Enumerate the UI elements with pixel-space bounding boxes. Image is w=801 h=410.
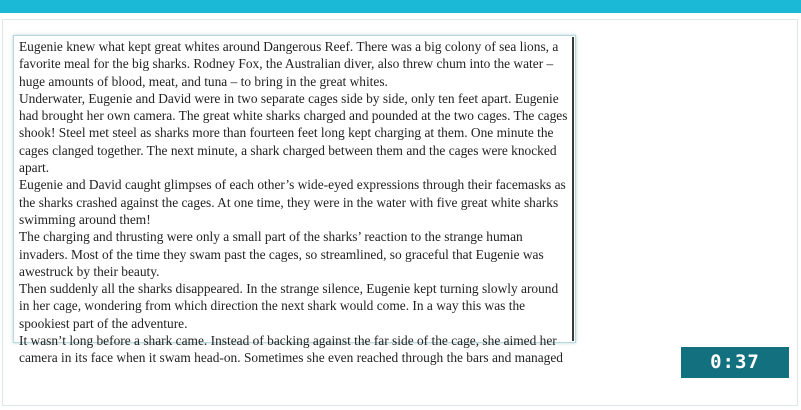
scrollbar[interactable]: [572, 37, 574, 341]
passage-paragraph: Underwater, Eugenie and David were in two separate cages side by side, only ten feet apart. Eugenie had brought her own camera. The great white sharks charged and pounded at the two cages. The cages shook! Steel met steel as sharks more than fourteen feet long kept charging at them. One minute the cages clanged together. The next minute, a shark charged between them and the cages were knocked apart.: [19, 90, 568, 176]
passage-paragraph: Eugenie and David caught glimpses of each other’s wide-eyed expressions through their facemasks as the sharks crashed against the cages. At one time, they were in the water with five great white sharks swimming around them!: [19, 177, 566, 227]
top-accent-bar: [0, 0, 801, 13]
passage-paragraph: It wasn’t long before a shark came. Instead of backing against the far side of the cage, she aimed her camera in its face when it swam head-on. Sometimes she even reached through the bars and managed: [19, 333, 563, 366]
passage-paragraph: Then suddenly all the sharks disappeared. In the strange silence, Eugenie kept turning slowly around in her cage, wondering from which direction the next shark would come. In a way this was the spookiest part of the adventure.: [19, 281, 559, 331]
passage-paragraph: The charging and thrusting were only a small part of the sharks’ reaction to the strange human invaders. Most of the time they swam past the cages, so streamlined, so graceful that Eugenie was awestruck by their beauty.: [19, 229, 544, 279]
reading-passage-panel[interactable]: [13, 35, 576, 366]
passage-text: [14, 36, 575, 367]
passage-paragraph: Eugenie knew what kept great whites around Dangerous Reef. There was a big colony of sea lions, a favorite meal for the big sharks. Rodney Fox, the Australian diver, also threw chum into the water – huge amounts of blood, meat, and tuna – to bring in the great whites.: [19, 39, 559, 89]
countdown-timer: 0:37: [681, 347, 789, 378]
